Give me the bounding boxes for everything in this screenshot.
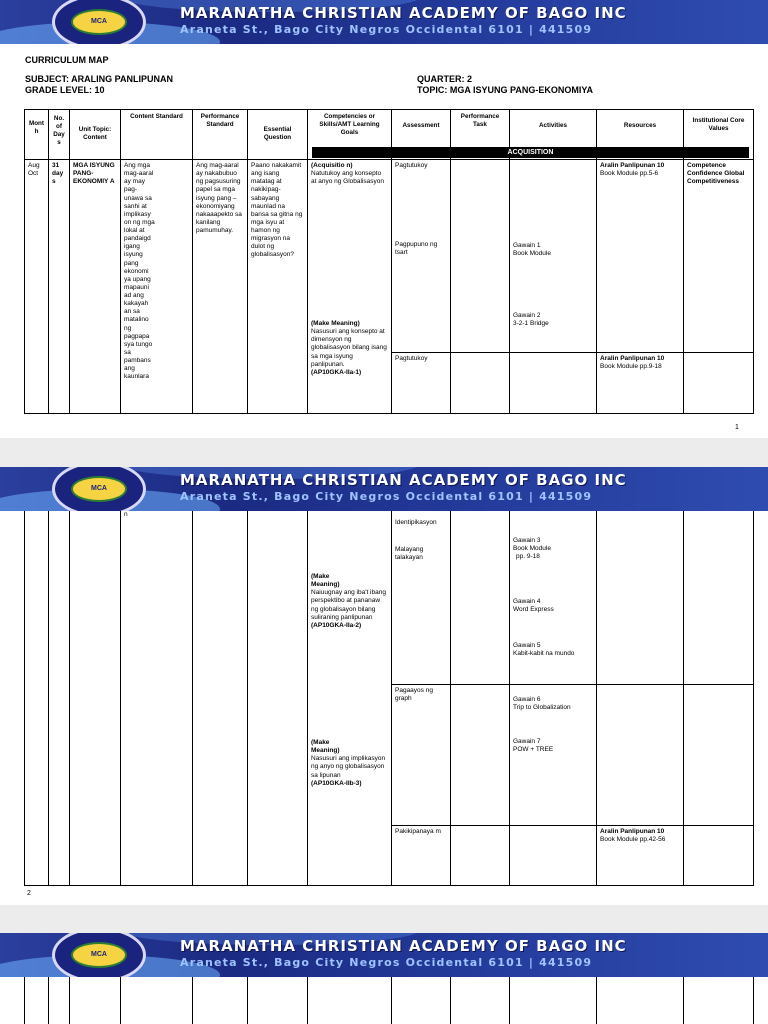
school-logo: MCA <box>52 467 146 511</box>
assessment-2: Pagpupuno ng tsart <box>395 241 438 257</box>
page-3 <box>0 933 768 1024</box>
school-address: Araneta St., Bago City Negros Occidental 6101 | 441509 <box>180 956 593 969</box>
doc-title: CURRICULUM MAP <box>25 55 109 65</box>
cell-essential-question: Paano nakakamit ang isang matatag at nakikipag-sabayang maunlad na bansa sa gitna ng mga isyu at hamon ng migrasyon na dulot ng globalisasyon? <box>251 162 303 259</box>
activity-7: Gawain 7 POW + TREE <box>513 738 554 754</box>
assessment-graph: Pagaayos ng graph <box>395 687 433 703</box>
doc-quarter: QUARTER: 2 <box>417 74 473 84</box>
assessment-talakayan: Malayang talakayan <box>395 546 424 562</box>
page-number-1: 1 <box>735 424 739 431</box>
page-1 <box>0 0 768 438</box>
page-2 <box>0 467 768 905</box>
col-month: Mont h <box>28 120 45 135</box>
school-logo: MCA <box>52 933 146 977</box>
activity-1: Gawain 1 Book Module <box>513 242 551 258</box>
cell-unit-topic: MGA ISYUNG PANG-EKONOMIY A <box>73 162 115 186</box>
assessment-1: Pagtutukoy <box>395 162 428 169</box>
activity-2: Gawain 2 3-2-1 Bridge <box>513 312 549 328</box>
page-number-2: 2 <box>27 890 31 897</box>
resource-2: Aralin Panlipunan 10 Book Module pp.9-18 <box>600 355 665 371</box>
school-banner <box>0 0 768 44</box>
school-banner <box>0 467 768 511</box>
activity-5: Gawain 5 Kabit-kabit na mundo <box>513 642 575 658</box>
school-address: Araneta St., Bago City Negros Occidental 6101 | 441509 <box>180 490 593 503</box>
acquisition-bar: ACQUISITION <box>312 147 749 158</box>
resource-1: Aralin Panlipunan 10 Book Module pp.5-6 <box>600 162 665 178</box>
school-banner <box>0 933 768 977</box>
col-resources: Resources <box>623 122 657 129</box>
col-days: No. of Day s <box>53 115 65 146</box>
col-core-values: Institutional Core Values <box>692 117 745 132</box>
doc-topic: TOPIC: MGA ISYUNG PANG-EKONOMIYA <box>417 85 594 95</box>
col-competencies: Competencies or Skills/AMT Learning Goals <box>319 113 380 136</box>
resource-3: Aralin Panlipunan 10 Book Module pp.42-56 <box>600 828 666 844</box>
doc-grade: GRADE LEVEL: 10 <box>25 85 105 95</box>
col-performance-standard: Performance Standard <box>200 113 240 128</box>
activity-6: Gawain 6 Trip to Globalization <box>513 696 571 712</box>
col-assessment: Assessment <box>402 122 440 129</box>
cell-days: 31 day s <box>52 162 64 186</box>
doc-subject: SUBJECT: ARALING PANLIPUNAN <box>25 74 174 84</box>
school-logo: MCA <box>52 0 146 44</box>
col-content-standard: Content Standard <box>130 113 183 120</box>
activity-4: Gawain 4 Word Express <box>513 598 554 614</box>
assessment-identipikasyon: Identipikasyon <box>395 519 437 526</box>
col-activities: Activities <box>539 122 567 129</box>
col-unit: Unit Topic: Content <box>78 126 112 141</box>
activity-3: Gawain 3 Book Module pp. 9-18 <box>513 537 551 561</box>
competency-make-meaning-3: (Make Meaning) Nasusuri ang implikasyon ng anyo ng globalisasyon sa lipunan (AP10GKA-IIb-3) <box>311 739 386 787</box>
school-name: MARANATHA CHRISTIAN ACADEMY OF BAGO INC <box>180 4 627 22</box>
cell-month: Aug Oct <box>28 162 40 178</box>
assessment-interview: Pakikipanaya m <box>395 828 441 835</box>
school-name: MARANATHA CHRISTIAN ACADEMY OF BAGO INC <box>180 937 627 955</box>
assessment-3: Pagtutukoy <box>395 355 428 362</box>
cell-content-standard: Ang mga mag-aaral ay may pag-unawa sa sanhi at implikasy on ng mga lokal at pandaigd igang isyung pang ekonomi ya upang mapauni ad ang kakayah an sa matalino ng pagpapa sya tungo sa pambans ang kaunlara <box>124 162 155 381</box>
school-address: Araneta St., Bago City Negros Occidental 6101 | 441509 <box>180 23 593 36</box>
competency-make-meaning: (Make Meaning) Nasusuri ang konsepto at dimensyon ng globalisasyon bilang isang sa mga isyung panlipunan. (AP10GKA-IIa-1) <box>311 320 387 376</box>
core-values: Competence Confidence Global Competitiveness <box>687 162 745 186</box>
school-name: MARANATHA CHRISTIAN ACADEMY OF BAGO INC <box>180 471 627 489</box>
content-standard-continued: n <box>124 511 128 518</box>
col-performance-task: Performance Task <box>460 113 500 128</box>
cell-performance-standard: Ang mag-aaral ay nakabubuo ng pagsusuring papel sa mga isyung pang – ekonomiyang nakaaapekto sa kanilang pamumuhay. <box>196 162 242 234</box>
competency-make-meaning-2: (Make Meaning) Naiuugnay ang iba't ibang perspektibo at pananaw ng globalisayon bilang suliraning panlipunan (AP10GKA-IIa-2) <box>311 573 386 629</box>
competency-acquisition: (Acquisitio n) Natutukoy ang konsepto at anyo ng Globalisasyon <box>311 162 384 186</box>
col-essential-question: Essential Question <box>263 126 292 141</box>
